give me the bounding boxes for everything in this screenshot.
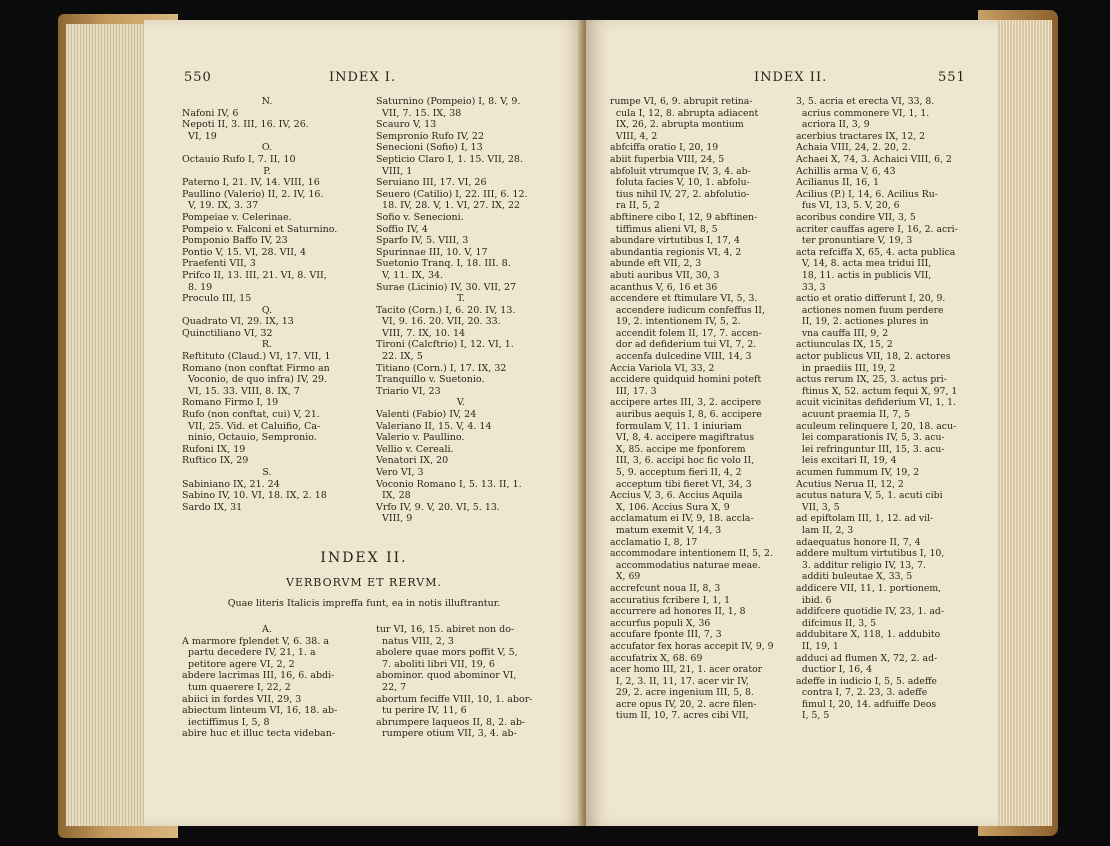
index-line: II, 19, 1 xyxy=(796,640,839,652)
index-line: Vellio v. Cereali. xyxy=(376,443,454,455)
index-line: acoribus condire VII, 3, 5 xyxy=(796,211,916,223)
index-line: ninio, Octauio, Sempronio. xyxy=(182,432,317,444)
index-line: Sparfo IV, 5. VIII, 3 xyxy=(376,235,469,247)
index-line: formulam V, 11. 1 iniuriam xyxy=(610,420,742,432)
index-line: lam II, 2, 3 xyxy=(796,524,854,536)
index-line: Valerio v. Paullino. xyxy=(376,432,465,444)
index-line: II, 19, 2. actiones plures in xyxy=(796,316,929,328)
index-line: P. xyxy=(263,165,271,177)
index-line: Pomponio Baffo IV, 23 xyxy=(182,235,288,247)
index-line: Accia Variola VI, 33, 2 xyxy=(610,362,715,374)
index-line: acanthus V, 6, 16 et 36 xyxy=(610,281,718,293)
index-line: tu perire IV, 11, 6 xyxy=(376,705,467,717)
index-line: accenfa dulcedine VIII, 14, 3 xyxy=(610,351,752,363)
index-line: Paterno I, 21. IV, 14. VIII, 16 xyxy=(182,177,320,189)
index-line: Nepoti II, 3. III, 16. IV, 26. xyxy=(182,119,309,131)
index-line: A. xyxy=(262,624,272,635)
index-line: 7. aboliti libri VII, 19, 6 xyxy=(376,658,495,670)
index-line: Achaia VIII, 24, 2. 20, 2. xyxy=(796,142,911,154)
index-line: VII, 25. Vid. et Caluifio, Ca- xyxy=(182,420,321,432)
index-line: Romano (non conftat Firmo an xyxy=(182,362,330,374)
index-line: addere multum virtutibus I, 10, xyxy=(796,548,945,560)
index-line: fimul I, 20, 14. adfuiffe Deos xyxy=(796,698,937,710)
index-line: acerbius tractares IX, 12, 2 xyxy=(796,130,926,142)
index-line: accendit folem II, 17, 7. accen- xyxy=(610,327,762,339)
index-line: Praefenti VII, 3 xyxy=(182,258,256,270)
index-line: R. xyxy=(261,339,273,351)
index-line: Vrfo IV, 9. V, 20. VI, 5. 13. xyxy=(376,501,500,513)
index-line: accipere artes III, 3, 2. accipere xyxy=(610,397,762,409)
index-line: VIII, 7. IX, 10. 14 xyxy=(376,327,466,339)
index-line: Ruftico IX, 29 xyxy=(182,455,249,467)
index-line: Soffio IV, 4 xyxy=(376,223,428,235)
index-line: lei refringuntur III, 15, 3. acu- xyxy=(796,443,945,455)
index-line: abominor. quod abominor VI, xyxy=(376,670,517,682)
right-index-column-2 xyxy=(796,96,958,722)
index-line: Saturnino (Pompeio) I, 8. V, 9. xyxy=(376,96,521,107)
index-line: Rufo (non conftat, cui) V, 21. xyxy=(182,409,320,421)
index-line: leis excitari II, 19, 4 xyxy=(796,455,897,467)
index-line: 33, 3 xyxy=(796,281,826,293)
index-line: acuit vicinitas defiderium VI, 1, 1. xyxy=(796,397,957,409)
left-page xyxy=(144,20,584,826)
index-line: acumen fummum IV, 19, 2 xyxy=(796,467,920,478)
index-line: abortum feciffe VIII, 10, 1. abor- xyxy=(376,693,533,705)
index-line: Voconio Romano I, 5. 13. II, 1. xyxy=(376,478,522,490)
index-line: S. xyxy=(262,467,272,478)
index-line: actus rerum IX, 25, 3. actus pri- xyxy=(796,374,947,386)
index-line: X, 106. Accius Sura X, 9 xyxy=(610,501,730,513)
index-line: 18, 11. actis in publicis VII, xyxy=(796,269,932,281)
index-line: acclamatio I, 8, 17 xyxy=(610,536,698,548)
index-line: cula I, 12, 8. abrupta adiacent xyxy=(610,107,759,119)
index-line: III, 17. 3 xyxy=(610,385,657,397)
index-line: Paullino (Valerio) II, 2. IV, 16. xyxy=(182,188,324,200)
index-line: ad epiftolam III, 1, 12. ad vil- xyxy=(796,513,934,525)
index-line: VII, 7. 15. IX, 38 xyxy=(376,107,462,119)
index-line: VII, 3, 5 xyxy=(796,501,840,513)
index-line: Spurinnae III, 10. V, 17 xyxy=(376,246,488,258)
index-line: Acilius (P.) I, 14, 6. Acilius Ru- xyxy=(796,188,938,200)
index-line: Voconio, de quo infra) IV, 29. xyxy=(182,374,328,386)
left-bottom-column-2 xyxy=(376,624,532,740)
index-line: Sardo IX, 31 xyxy=(182,501,243,513)
index-line: tum quaerere I, 22, 2 xyxy=(182,681,291,693)
index-line: abundare virtutibus I, 17, 4 xyxy=(610,235,740,247)
index-line: X, 85. accipe me fponforem xyxy=(610,443,746,455)
index-line: Seuero (Catilio) I, 22. III, 6. 12. xyxy=(376,188,528,200)
index-line: fus VI, 13, 5. V, 20, 6 xyxy=(796,200,900,212)
index-line: Septicio Claro I, 1. 15. VII, 28. xyxy=(376,153,523,165)
index-line: abfciffa oratio I, 20, 19 xyxy=(610,142,719,154)
index-line: rumpere otium VII, 3, 4. ab- xyxy=(376,728,517,740)
right-page xyxy=(586,20,998,826)
index-line: adduci ad flumen X, 72, 2. ad- xyxy=(796,652,938,664)
index-line: actiunculas IX, 15, 2 xyxy=(796,339,893,351)
index-line: adaequatus honore II, 7, 4 xyxy=(796,536,921,548)
index-line: A marmore fplendet V, 6. 38. a xyxy=(182,635,330,647)
index-line: acriora II, 3, 9 xyxy=(796,119,870,131)
index-line: Tacito (Corn.) I, 6. 20. IV, 13. xyxy=(376,304,516,316)
index-line: Romano Firmo I, 19 xyxy=(182,397,279,409)
index-line: rumpe VI, 6, 9. abrupit retina- xyxy=(610,96,753,107)
index-line: VI, 9. 16. 20. VII, 20. 33. xyxy=(376,316,501,328)
index-line: lei comparationis IV, 5, 3. acu- xyxy=(796,432,945,444)
index-line: O. xyxy=(261,142,273,154)
index-line: acer homo III, 21, 1. acer orator xyxy=(610,664,763,676)
index-line: addifcere quotidie IV, 23, 1. ad- xyxy=(796,606,944,618)
index-line: auribus aequis I, 8, 6. accipere xyxy=(610,409,762,421)
index-line: V. xyxy=(456,397,466,409)
index-line: VI, 15. 33. VIII, 8. IX, 7 xyxy=(182,385,300,397)
index-line: V, 11. IX, 34. xyxy=(376,269,444,281)
index-line: acclamatum ei IV, 9, 18. accla- xyxy=(610,513,754,525)
index-line: Seruiano III, 17. VI, 26 xyxy=(376,177,487,189)
index-line: actor publicus VII, 18, 2. actores xyxy=(796,351,951,363)
index-line: vna cauffa III, 9, 2 xyxy=(796,327,889,339)
index-line: Quadrato VI, 29. IX, 13 xyxy=(182,316,294,328)
index-line: actiones nomen fuum perdere xyxy=(796,304,944,316)
index-line: abolere quae mors poffit V, 5, xyxy=(376,647,518,659)
index-line: abftinere cibo I, 12, 9 abftinen- xyxy=(610,211,758,223)
open-book xyxy=(58,6,1058,840)
section-title: INDEX II. xyxy=(320,550,408,566)
left-index-column-2 xyxy=(376,96,546,525)
index-line: addubitare X, 118, 1. addubito xyxy=(796,629,941,641)
index-line: Sabino IV, 10. VI, 18. IX, 2. 18 xyxy=(182,490,327,502)
index-line: III, 3, 6. accipi hoc fic volo II, xyxy=(610,455,755,467)
index-line: I, 2, 3. II, 11, 17. acer vir IV, xyxy=(610,675,749,687)
index-line: IX, 28 xyxy=(376,490,411,502)
index-line: natus VIII, 2, 3 xyxy=(376,635,454,647)
index-line: V, 14, 8. acta mea tridui III, xyxy=(796,258,932,270)
index-line: Vero VI, 3 xyxy=(376,467,424,478)
index-line: accendere et ftimulare VI, 5, 3. xyxy=(610,293,758,305)
index-line: tium II, 10, 7. acres cibi VII, xyxy=(610,710,749,722)
index-line: petitore agere VI, 2, 2 xyxy=(182,658,295,670)
index-line: abrumpere laqueos II, 8, 2. ab- xyxy=(376,716,526,728)
index-line: abuti auribus VII, 30, 3 xyxy=(610,269,720,281)
index-line: contra I, 7, 2. 23, 3. adeffe xyxy=(796,687,928,699)
index-line: Accius V, 3, 6. Accius Aquila xyxy=(610,490,743,502)
left-index-column-1 xyxy=(182,96,352,513)
index-line: difcimus II, 3, 5 xyxy=(796,617,876,629)
index-line: Achaei X, 74, 3. Achaici VIII, 6, 2 xyxy=(796,153,952,165)
index-line: Titiano (Corn.) I, 17. IX, 32 xyxy=(376,362,507,374)
index-line: T. xyxy=(457,293,465,305)
index-line: VIII, 9 xyxy=(376,513,413,525)
index-line: Surae (Licinio) IV, 30. VII, 27 xyxy=(376,281,517,293)
index-line: abiectum linteum VI, 16, 18. ab- xyxy=(182,705,338,717)
index-line: addicere VII, 11, 1. portionem, xyxy=(796,582,942,594)
index-line: Proculo III, 15 xyxy=(182,293,252,305)
index-line: Sabiniano IX, 21. 24 xyxy=(182,478,280,490)
index-line: Rufoni IX, 19 xyxy=(182,443,246,455)
index-line: acutus natura V, 5, 1. acuti cibi xyxy=(796,490,943,502)
index-line: accidere quidquid homini poteft xyxy=(610,374,762,386)
right-page-number: 551 xyxy=(938,70,966,85)
index-line: Acilianus II, 16, 1 xyxy=(796,177,879,189)
index-line: dor ad defiderium tui VI, 7, 2. xyxy=(610,339,757,351)
index-line: tiffimus alieni VI, 8, 5 xyxy=(610,223,718,235)
section-note: Quae literis Italicis impreffa funt, ea in notis illuftrantur. xyxy=(227,598,501,609)
index-line: ftinus X, 52. actum fequi X, 97, 1 xyxy=(796,385,958,397)
index-line: Pompeiae v. Celerinae. xyxy=(182,211,292,223)
index-line: 8. 19 xyxy=(182,281,213,293)
index-line: accurrere ad honores II, 1, 8 xyxy=(610,606,746,618)
index-line: Sempronio Rufo IV, 22 xyxy=(376,130,484,142)
index-line: abdere lacrimas III, 16, 6. abdi- xyxy=(182,670,335,682)
index-line: ra II, 5, 2 xyxy=(610,200,660,212)
index-line: Octauio Rufo I, 7. II, 10 xyxy=(182,153,296,165)
index-line: 19, 2. intentionem IV, 5, 2. xyxy=(610,316,741,328)
index-line: 3, 5. acria et erecta VI, 33, 8. xyxy=(796,96,935,107)
index-line: abundantia regionis VI, 4, 2 xyxy=(610,246,742,258)
index-line: 3. additur religio IV, 13, 7. xyxy=(796,559,926,571)
index-line: Achillis arma V, 6, 43 xyxy=(796,165,896,177)
index-line: accurfus populi X, 36 xyxy=(610,617,711,629)
index-line: IX, 26, 2. abrupta montium xyxy=(610,119,744,131)
right-page-edges xyxy=(992,20,1052,826)
index-line: abiici in fordes VII, 29, 3 xyxy=(182,693,302,705)
index-line: actio et oratio differunt I, 20, 9. xyxy=(796,293,946,305)
index-line: abfoluit vtrumque IV, 3, 4. ab- xyxy=(610,165,751,177)
index-line: in praediis III, 19, 2 xyxy=(796,362,896,374)
index-line: tur VI, 16, 15. abiret non do- xyxy=(376,624,515,635)
index-line: Acutius Nerua II, 12, 2 xyxy=(796,478,904,490)
right-running-head: INDEX II. xyxy=(754,70,828,85)
index-line: 5, 9. acceptum fieri II, 4, 2 xyxy=(610,467,742,478)
index-line: ductior I, 16, 4 xyxy=(796,664,873,676)
index-line: VIII, 4, 2 xyxy=(610,130,658,142)
index-line: ibid. 6 xyxy=(796,594,832,606)
left-bottom-column-1 xyxy=(182,624,352,740)
index-line: 18. IV, 28. V, 1. VI, 27. IX, 22 xyxy=(376,200,521,212)
index-line: adeffe in iudicio I, 5, 5. adeffe xyxy=(796,675,937,687)
index-line: Reftituto (Claud.) VI, 17. VII, 1 xyxy=(182,351,331,363)
index-line: acre opus IV, 20, 2. acre filen- xyxy=(610,698,757,710)
index-line: abunde eft VII, 2, 3 xyxy=(610,258,702,270)
index-line: Q. xyxy=(261,304,273,316)
index-line: Quinctiliano VI, 32 xyxy=(182,327,273,339)
index-line: Valeriano II, 15. V, 4. 14 xyxy=(376,420,492,432)
index-line: VI, 8, 4. accipere magiftratus xyxy=(610,432,755,444)
index-line: 22. IX, 5 xyxy=(376,351,423,363)
index-line: Tranquillo v. Suetonio. xyxy=(376,374,485,386)
index-line: accrefcunt noua II, 8, 3 xyxy=(610,582,721,594)
index-line: 22, 7 xyxy=(376,681,407,693)
index-line: tius nihil IV, 27, 2. abfolutio- xyxy=(610,188,750,200)
index-line: accommodatius naturae meae. xyxy=(610,559,761,571)
index-line: accufare fponte III, 7, 3 xyxy=(610,629,722,641)
index-line: Triario VI, 23 xyxy=(376,385,441,397)
index-line: acuunt praemia II, 7, 5 xyxy=(796,409,911,421)
index-line: foluta facies V, 10, 1. abfolu- xyxy=(610,177,750,189)
section-subtitle: VERBORVM ET RERVM. xyxy=(286,576,442,589)
index-line: acriter cauffas agere I, 16, 2. acri- xyxy=(796,223,958,235)
index-line: Senecioni (Sofio) I, 13 xyxy=(376,142,483,154)
index-line: accendere iudicum confeffus II, xyxy=(610,304,765,316)
index-line: matum exemit V, 14, 3 xyxy=(610,524,722,536)
index-line: Suetonio Tranq. I, 18. III. 8. xyxy=(376,258,511,270)
index-line: acta refciffa X, 65, 4. acta publica xyxy=(796,246,956,258)
index-line: accommodare intentionem II, 5, 2. xyxy=(610,548,773,560)
index-line: acrius commonere VI, 1, 1. xyxy=(796,107,930,119)
index-line: accufatrix X, 68. 69 xyxy=(610,652,703,664)
index-line: iectiffimus I, 5, 8 xyxy=(182,716,270,728)
index-line: acceptum tibi fieret VI, 34, 3 xyxy=(610,478,752,490)
index-line: Prifco II, 13. III, 21. VI, 8. VII, xyxy=(182,269,327,281)
index-line: I, 5, 5 xyxy=(796,710,830,722)
index-line: 29, 2. acre ingenium III, 5, 8. xyxy=(610,687,754,699)
index-line: X, 69 xyxy=(610,571,641,583)
index-line: additi buleutae X, 33, 5 xyxy=(796,571,913,583)
index-line: abiit fuperbia VIII, 24, 5 xyxy=(610,153,725,165)
left-running-head: INDEX I. xyxy=(329,70,397,85)
index-line: Sofio v. Senecioni. xyxy=(376,211,464,223)
index-line: partu decedere IV, 21, 1. a xyxy=(182,647,316,659)
index-line: VI, 19 xyxy=(182,130,217,142)
index-line: Valenti (Fabio) IV, 24 xyxy=(376,409,477,421)
left-page-number: 550 xyxy=(184,70,212,85)
index-line: Pompeio v. Falconi et Saturnino. xyxy=(182,223,338,235)
index-line: Tironi (Calcftrio) I, 12. VI, 1. xyxy=(376,339,514,351)
right-index-column-1 xyxy=(610,96,774,722)
index-line: Scauro V, 13 xyxy=(376,119,437,131)
index-line: aculeum relinquere I, 20, 18. acu- xyxy=(796,420,957,432)
index-line: abire huc et illuc tecta videban- xyxy=(182,728,336,740)
index-line: V, 19. IX, 3. 37 xyxy=(182,200,259,212)
index-line: ter pronuntiare V, 19, 3 xyxy=(796,235,913,247)
index-line: Nafoni IV, 6 xyxy=(182,107,239,119)
index-line: accufator fex horas accepit IV, 9, 9 xyxy=(610,640,774,652)
index-line: VIII, 1 xyxy=(376,165,413,177)
index-line: N. xyxy=(261,96,273,107)
index-line: accuratius fcribere I, 1, 1 xyxy=(610,594,731,606)
index-line: Pontio V, 15. VI, 28. VII, 4 xyxy=(182,246,307,258)
index-line: Venatori IX, 20 xyxy=(376,455,449,467)
